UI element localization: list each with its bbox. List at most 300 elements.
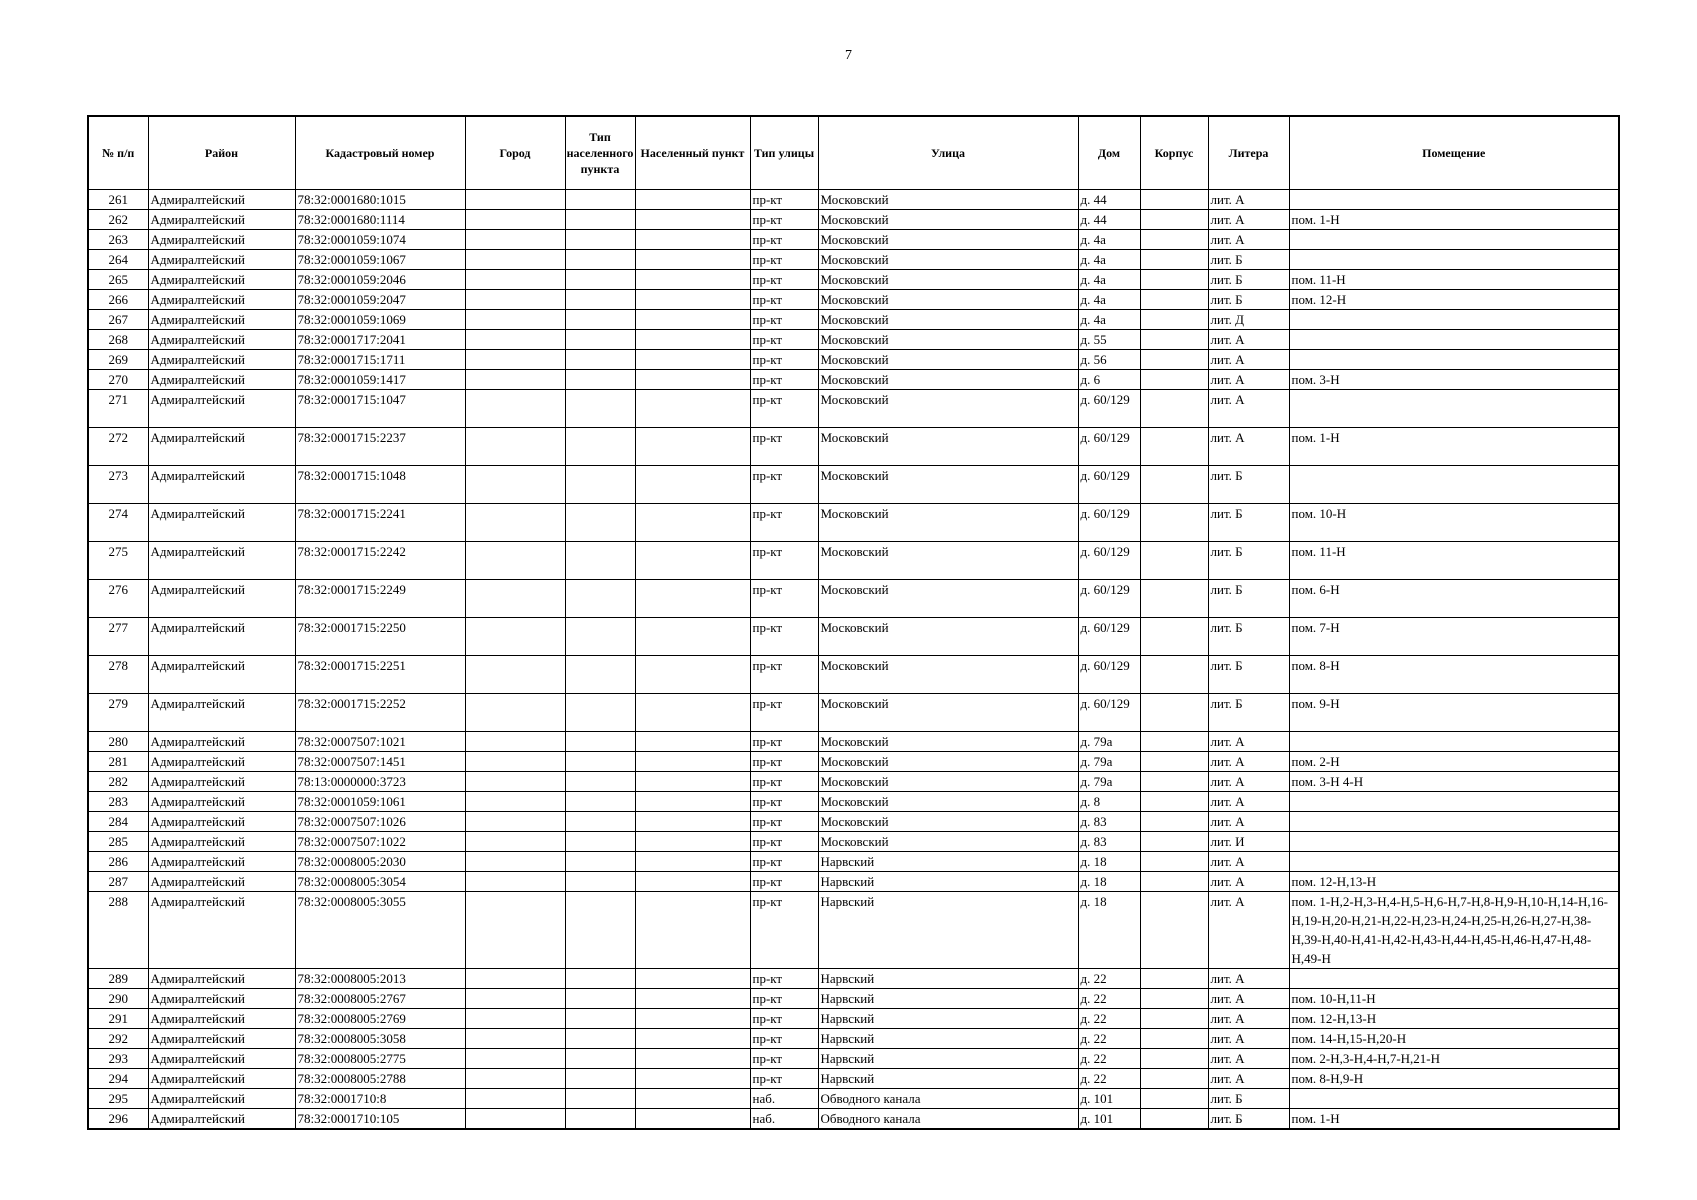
cell-settlement [635, 210, 750, 230]
cell-house: д. 101 [1078, 1109, 1140, 1130]
cell-number: 279 [88, 694, 148, 732]
cell-settlement [635, 1029, 750, 1049]
cell-street-type: пр-кт [750, 1069, 818, 1089]
cell-premises: пом. 10-Н [1289, 504, 1619, 542]
cell-letter: лит. А [1208, 190, 1289, 210]
cell-settlement [635, 1049, 750, 1069]
cell-number: 281 [88, 752, 148, 772]
cell-cadastral: 78:32:0007507:1451 [295, 752, 465, 772]
cell-street: Нарвский [818, 989, 1078, 1009]
cell-building [1140, 969, 1208, 989]
cell-district: Адмиралтейский [148, 1109, 295, 1130]
cell-settlement-type [565, 580, 635, 618]
cell-settlement-type [565, 656, 635, 694]
table-row [88, 310, 1619, 330]
table-row [88, 969, 1619, 989]
cell-premises [1289, 250, 1619, 270]
cell-building [1140, 230, 1208, 250]
cell-street: Московский [818, 772, 1078, 792]
cell-cadastral: 78:32:0008005:2767 [295, 989, 465, 1009]
cell-house: д. 60/129 [1078, 504, 1140, 542]
cell-building [1140, 428, 1208, 466]
cell-cadastral: 78:32:0007507:1022 [295, 832, 465, 852]
cell-settlement-type [565, 1009, 635, 1029]
cell-street: Московский [818, 230, 1078, 250]
cell-street-type: пр-кт [750, 752, 818, 772]
cell-house: д. 60/129 [1078, 656, 1140, 694]
cell-street-type: пр-кт [750, 466, 818, 504]
cell-settlement [635, 190, 750, 210]
column-header-building: Корпус [1140, 116, 1208, 190]
cell-number: 272 [88, 428, 148, 466]
cell-district: Адмиралтейский [148, 852, 295, 872]
cell-premises: пом. 6-Н [1289, 580, 1619, 618]
table-row [88, 732, 1619, 752]
cell-city [465, 752, 565, 772]
cell-letter: лит. А [1208, 732, 1289, 752]
cell-building [1140, 852, 1208, 872]
cell-premises [1289, 1089, 1619, 1109]
cell-house: д. 22 [1078, 1029, 1140, 1049]
cell-street-type: пр-кт [750, 370, 818, 390]
cell-number: 264 [88, 250, 148, 270]
cell-city [465, 466, 565, 504]
cell-number: 267 [88, 310, 148, 330]
cell-letter: лит. А [1208, 852, 1289, 872]
cell-premises: пом. 11-Н [1289, 270, 1619, 290]
cell-settlement [635, 370, 750, 390]
cell-building [1140, 752, 1208, 772]
cell-street-type: пр-кт [750, 580, 818, 618]
cell-building [1140, 732, 1208, 752]
table-row [88, 772, 1619, 792]
cell-district: Адмиралтейский [148, 792, 295, 812]
cell-settlement-type [565, 210, 635, 230]
table-row [88, 330, 1619, 350]
cell-letter: лит. А [1208, 1009, 1289, 1029]
cell-city [465, 1009, 565, 1029]
cell-number: 293 [88, 1049, 148, 1069]
table-row [88, 390, 1619, 428]
cell-street-type: пр-кт [750, 694, 818, 732]
cell-premises: пом. 3-Н 4-Н [1289, 772, 1619, 792]
cell-settlement [635, 270, 750, 290]
cell-building [1140, 580, 1208, 618]
table-header-row [88, 116, 1619, 190]
cell-building [1140, 1069, 1208, 1089]
cell-settlement-type [565, 370, 635, 390]
cell-street: Московский [818, 694, 1078, 732]
cell-cadastral: 78:32:0008005:3055 [295, 892, 465, 969]
cell-street-type: пр-кт [750, 390, 818, 428]
cell-letter: лит. А [1208, 230, 1289, 250]
cell-district: Адмиралтейский [148, 330, 295, 350]
cell-premises [1289, 466, 1619, 504]
cell-premises: пом. 1-Н,2-Н,3-Н,4-Н,5-Н,6-Н,7-Н,8-Н,9-Н,10-Н,14-Н,16-Н,19-Н,20-Н,21-Н,22-Н,23-Н,24-Н,25-Н,26-Н,27-Н,38-Н,39-Н,40-Н,41-Н,42-Н,43-Н,44-Н,45-Н,46-Н,47-Н,48-Н,49-Н [1289, 892, 1619, 969]
cell-building [1140, 1089, 1208, 1109]
column-header-district: Район [148, 116, 295, 190]
cell-city [465, 772, 565, 792]
cell-settlement [635, 1089, 750, 1109]
cell-premises: пом. 1-Н [1289, 210, 1619, 230]
cell-street: Московский [818, 190, 1078, 210]
cell-house: д. 22 [1078, 989, 1140, 1009]
cell-house: д. 55 [1078, 330, 1140, 350]
cell-building [1140, 466, 1208, 504]
cell-cadastral: 78:32:0008005:2769 [295, 1009, 465, 1029]
cell-street-type: пр-кт [750, 428, 818, 466]
cell-premises: пом. 9-Н [1289, 694, 1619, 732]
cell-house: д. 60/129 [1078, 694, 1140, 732]
cell-number: 263 [88, 230, 148, 250]
cell-settlement [635, 872, 750, 892]
cell-street: Нарвский [818, 892, 1078, 969]
cell-building [1140, 1109, 1208, 1130]
table-body [88, 190, 1619, 1130]
table-row [88, 250, 1619, 270]
cell-premises: пом. 1-Н [1289, 428, 1619, 466]
cell-letter: лит. А [1208, 812, 1289, 832]
cell-building [1140, 872, 1208, 892]
cell-house: д. 8 [1078, 792, 1140, 812]
cell-street: Московский [818, 792, 1078, 812]
table-row [88, 466, 1619, 504]
cell-street: Московский [818, 330, 1078, 350]
cell-house: д. 101 [1078, 1089, 1140, 1109]
cell-number: 271 [88, 390, 148, 428]
cell-cadastral: 78:32:0001715:2250 [295, 618, 465, 656]
cell-district: Адмиралтейский [148, 1049, 295, 1069]
cell-settlement-type [565, 1029, 635, 1049]
cell-cadastral: 78:32:0008005:2788 [295, 1069, 465, 1089]
cell-number: 286 [88, 852, 148, 872]
cell-district: Адмиралтейский [148, 210, 295, 230]
cell-cadastral: 78:32:0001059:2047 [295, 290, 465, 310]
cell-settlement-type [565, 1089, 635, 1109]
cell-district: Адмиралтейский [148, 694, 295, 732]
cell-premises: пом. 12-Н [1289, 290, 1619, 310]
cell-house: д. 18 [1078, 872, 1140, 892]
cell-settlement-type [565, 230, 635, 250]
cell-street-type: пр-кт [750, 230, 818, 250]
cell-letter: лит. А [1208, 892, 1289, 969]
cell-settlement-type [565, 812, 635, 832]
cell-letter: лит. Б [1208, 542, 1289, 580]
cell-settlement [635, 580, 750, 618]
cell-street: Московский [818, 656, 1078, 694]
cell-settlement [635, 752, 750, 772]
cell-city [465, 190, 565, 210]
cell-letter: лит. А [1208, 1069, 1289, 1089]
cell-house: д. 18 [1078, 852, 1140, 872]
cell-cadastral: 78:32:0001715:2242 [295, 542, 465, 580]
cell-settlement-type [565, 250, 635, 270]
cell-settlement [635, 350, 750, 370]
cell-premises: пом. 8-Н [1289, 656, 1619, 694]
cell-street: Московский [818, 812, 1078, 832]
cell-cadastral: 78:32:0001715:2251 [295, 656, 465, 694]
cell-district: Адмиралтейский [148, 969, 295, 989]
cell-street: Нарвский [818, 1029, 1078, 1049]
cell-premises: пом. 1-Н [1289, 1109, 1619, 1130]
cell-letter: лит. А [1208, 1029, 1289, 1049]
cell-house: д. 4а [1078, 270, 1140, 290]
cell-number: 266 [88, 290, 148, 310]
cell-house: д. 4а [1078, 290, 1140, 310]
cell-settlement [635, 504, 750, 542]
cell-street-type: пр-кт [750, 210, 818, 230]
cell-premises [1289, 792, 1619, 812]
cell-number: 274 [88, 504, 148, 542]
cell-settlement-type [565, 1069, 635, 1089]
cell-city [465, 270, 565, 290]
cell-street-type: пр-кт [750, 190, 818, 210]
table-row [88, 1049, 1619, 1069]
cell-building [1140, 618, 1208, 656]
cell-settlement [635, 250, 750, 270]
cell-premises [1289, 969, 1619, 989]
cell-premises: пом. 14-Н,15-Н,20-Н [1289, 1029, 1619, 1049]
cell-settlement [635, 656, 750, 694]
column-header-cadastral: Кадастровый номер [295, 116, 465, 190]
cell-building [1140, 350, 1208, 370]
cell-city [465, 542, 565, 580]
cell-house: д. 83 [1078, 812, 1140, 832]
cell-number: 275 [88, 542, 148, 580]
cell-city [465, 832, 565, 852]
table-row [88, 290, 1619, 310]
cell-street: Московский [818, 618, 1078, 656]
cell-settlement-type [565, 290, 635, 310]
cell-district: Адмиралтейский [148, 772, 295, 792]
cell-cadastral: 78:32:0001715:1711 [295, 350, 465, 370]
cell-number: 273 [88, 466, 148, 504]
table-row [88, 752, 1619, 772]
table-row [88, 792, 1619, 812]
cell-settlement [635, 892, 750, 969]
cell-building [1140, 892, 1208, 969]
cell-house: д. 79а [1078, 732, 1140, 752]
cell-house: д. 83 [1078, 832, 1140, 852]
cell-district: Адмиралтейский [148, 290, 295, 310]
cell-settlement-type [565, 792, 635, 812]
cell-city [465, 969, 565, 989]
cell-number: 282 [88, 772, 148, 792]
cell-settlement [635, 812, 750, 832]
cell-premises: пом. 7-Н [1289, 618, 1619, 656]
cell-number: 277 [88, 618, 148, 656]
cell-settlement [635, 792, 750, 812]
cell-district: Адмиралтейский [148, 580, 295, 618]
cell-street: Московский [818, 732, 1078, 752]
cell-street-type: пр-кт [750, 656, 818, 694]
cell-house: д. 60/129 [1078, 618, 1140, 656]
cell-letter: лит. А [1208, 370, 1289, 390]
cell-settlement [635, 330, 750, 350]
cell-district: Адмиралтейский [148, 1029, 295, 1049]
cell-premises: пом. 8-Н,9-Н [1289, 1069, 1619, 1089]
cell-street: Московский [818, 310, 1078, 330]
cell-number: 287 [88, 872, 148, 892]
cell-district: Адмиралтейский [148, 1089, 295, 1109]
cell-house: д. 79а [1078, 752, 1140, 772]
cell-letter: лит. Б [1208, 694, 1289, 732]
cell-premises: пом. 10-Н,11-Н [1289, 989, 1619, 1009]
cell-street-type: пр-кт [750, 772, 818, 792]
cell-street-type: пр-кт [750, 310, 818, 330]
cell-building [1140, 656, 1208, 694]
cell-letter: лит. Б [1208, 618, 1289, 656]
cell-premises [1289, 812, 1619, 832]
cell-settlement [635, 694, 750, 732]
cell-street: Нарвский [818, 1049, 1078, 1069]
cell-settlement [635, 832, 750, 852]
table-row [88, 1029, 1619, 1049]
cell-building [1140, 370, 1208, 390]
cell-street: Нарвский [818, 1069, 1078, 1089]
table-row [88, 1009, 1619, 1029]
cell-city [465, 370, 565, 390]
column-header-street-type: Тип улицы [750, 116, 818, 190]
cell-street: Обводного канала [818, 1109, 1078, 1130]
cell-street-type: пр-кт [750, 542, 818, 580]
cell-house: д. 60/129 [1078, 428, 1140, 466]
cell-cadastral: 78:32:0008005:2013 [295, 969, 465, 989]
cell-settlement [635, 1069, 750, 1089]
cell-building [1140, 1009, 1208, 1029]
cell-settlement [635, 732, 750, 752]
cell-building [1140, 270, 1208, 290]
cell-cadastral: 78:32:0001059:1074 [295, 230, 465, 250]
cell-street-type: пр-кт [750, 250, 818, 270]
table-row [88, 230, 1619, 250]
table-row [88, 872, 1619, 892]
cell-settlement [635, 969, 750, 989]
cell-number: 285 [88, 832, 148, 852]
cell-city [465, 792, 565, 812]
cell-street-type: пр-кт [750, 872, 818, 892]
cell-house: д. 60/129 [1078, 466, 1140, 504]
cell-settlement-type [565, 732, 635, 752]
cell-house: д. 60/129 [1078, 580, 1140, 618]
cell-house: д. 4а [1078, 230, 1140, 250]
cell-settlement-type [565, 1109, 635, 1130]
table-row [88, 270, 1619, 290]
cell-city [465, 1049, 565, 1069]
column-header-city: Город [465, 116, 565, 190]
cell-building [1140, 542, 1208, 580]
cell-settlement [635, 852, 750, 872]
cell-number: 265 [88, 270, 148, 290]
cell-city [465, 504, 565, 542]
cell-city [465, 694, 565, 732]
cell-street: Московский [818, 504, 1078, 542]
cell-street-type: пр-кт [750, 812, 818, 832]
cell-city [465, 1089, 565, 1109]
cell-street: Московский [818, 580, 1078, 618]
table-row [88, 618, 1619, 656]
cell-cadastral: 78:32:0008005:3054 [295, 872, 465, 892]
cell-street-type: пр-кт [750, 290, 818, 310]
cell-cadastral: 78:32:0001680:1114 [295, 210, 465, 230]
cell-city [465, 656, 565, 694]
cell-house: д. 22 [1078, 1069, 1140, 1089]
cell-street: Московский [818, 428, 1078, 466]
cell-district: Адмиралтейский [148, 752, 295, 772]
table-row [88, 852, 1619, 872]
cell-district: Адмиралтейский [148, 832, 295, 852]
cell-letter: лит. А [1208, 969, 1289, 989]
cell-city [465, 350, 565, 370]
cell-street-type: пр-кт [750, 852, 818, 872]
cell-district: Адмиралтейский [148, 428, 295, 466]
cell-house: д. 79а [1078, 772, 1140, 792]
cell-street-type: пр-кт [750, 504, 818, 542]
cell-premises [1289, 310, 1619, 330]
cell-street: Московский [818, 752, 1078, 772]
cell-street-type: пр-кт [750, 270, 818, 290]
cell-settlement [635, 310, 750, 330]
cell-cadastral: 78:32:0001717:2041 [295, 330, 465, 350]
cell-district: Адмиралтейский [148, 1009, 295, 1029]
cell-district: Адмиралтейский [148, 872, 295, 892]
cell-premises [1289, 390, 1619, 428]
cell-district: Адмиралтейский [148, 504, 295, 542]
cell-city [465, 250, 565, 270]
cell-settlement [635, 989, 750, 1009]
cell-letter: лит. Б [1208, 580, 1289, 618]
cell-settlement [635, 1109, 750, 1130]
cell-street: Нарвский [818, 872, 1078, 892]
cell-premises: пом. 12-Н,13-Н [1289, 1009, 1619, 1029]
cell-letter: лит. Б [1208, 504, 1289, 542]
cell-street-type: пр-кт [750, 792, 818, 812]
cell-city [465, 618, 565, 656]
cell-street-type: пр-кт [750, 832, 818, 852]
cell-cadastral: 78:32:0007507:1026 [295, 812, 465, 832]
cell-building [1140, 250, 1208, 270]
cell-building [1140, 792, 1208, 812]
cell-letter: лит. Б [1208, 290, 1289, 310]
cell-settlement-type [565, 270, 635, 290]
cell-street: Нарвский [818, 1009, 1078, 1029]
table-row [88, 832, 1619, 852]
cell-house: д. 60/129 [1078, 390, 1140, 428]
cell-building [1140, 694, 1208, 732]
register-table [87, 115, 1620, 1130]
cell-house: д. 18 [1078, 892, 1140, 969]
cell-cadastral: 78:32:0001059:1417 [295, 370, 465, 390]
cell-building [1140, 1049, 1208, 1069]
cell-settlement-type [565, 852, 635, 872]
cell-building [1140, 330, 1208, 350]
cell-house: д. 44 [1078, 190, 1140, 210]
cell-house: д. 22 [1078, 1049, 1140, 1069]
cell-building [1140, 504, 1208, 542]
cell-premises [1289, 350, 1619, 370]
cell-cadastral: 78:32:0001715:1048 [295, 466, 465, 504]
cell-city [465, 428, 565, 466]
cell-cadastral: 78:32:0001059:1061 [295, 792, 465, 812]
table-row [88, 656, 1619, 694]
cell-building [1140, 772, 1208, 792]
cell-city [465, 989, 565, 1009]
cell-premises: пом. 12-Н,13-Н [1289, 872, 1619, 892]
cell-settlement-type [565, 190, 635, 210]
cell-letter: лит. А [1208, 792, 1289, 812]
cell-settlement-type [565, 989, 635, 1009]
table-row [88, 892, 1619, 969]
